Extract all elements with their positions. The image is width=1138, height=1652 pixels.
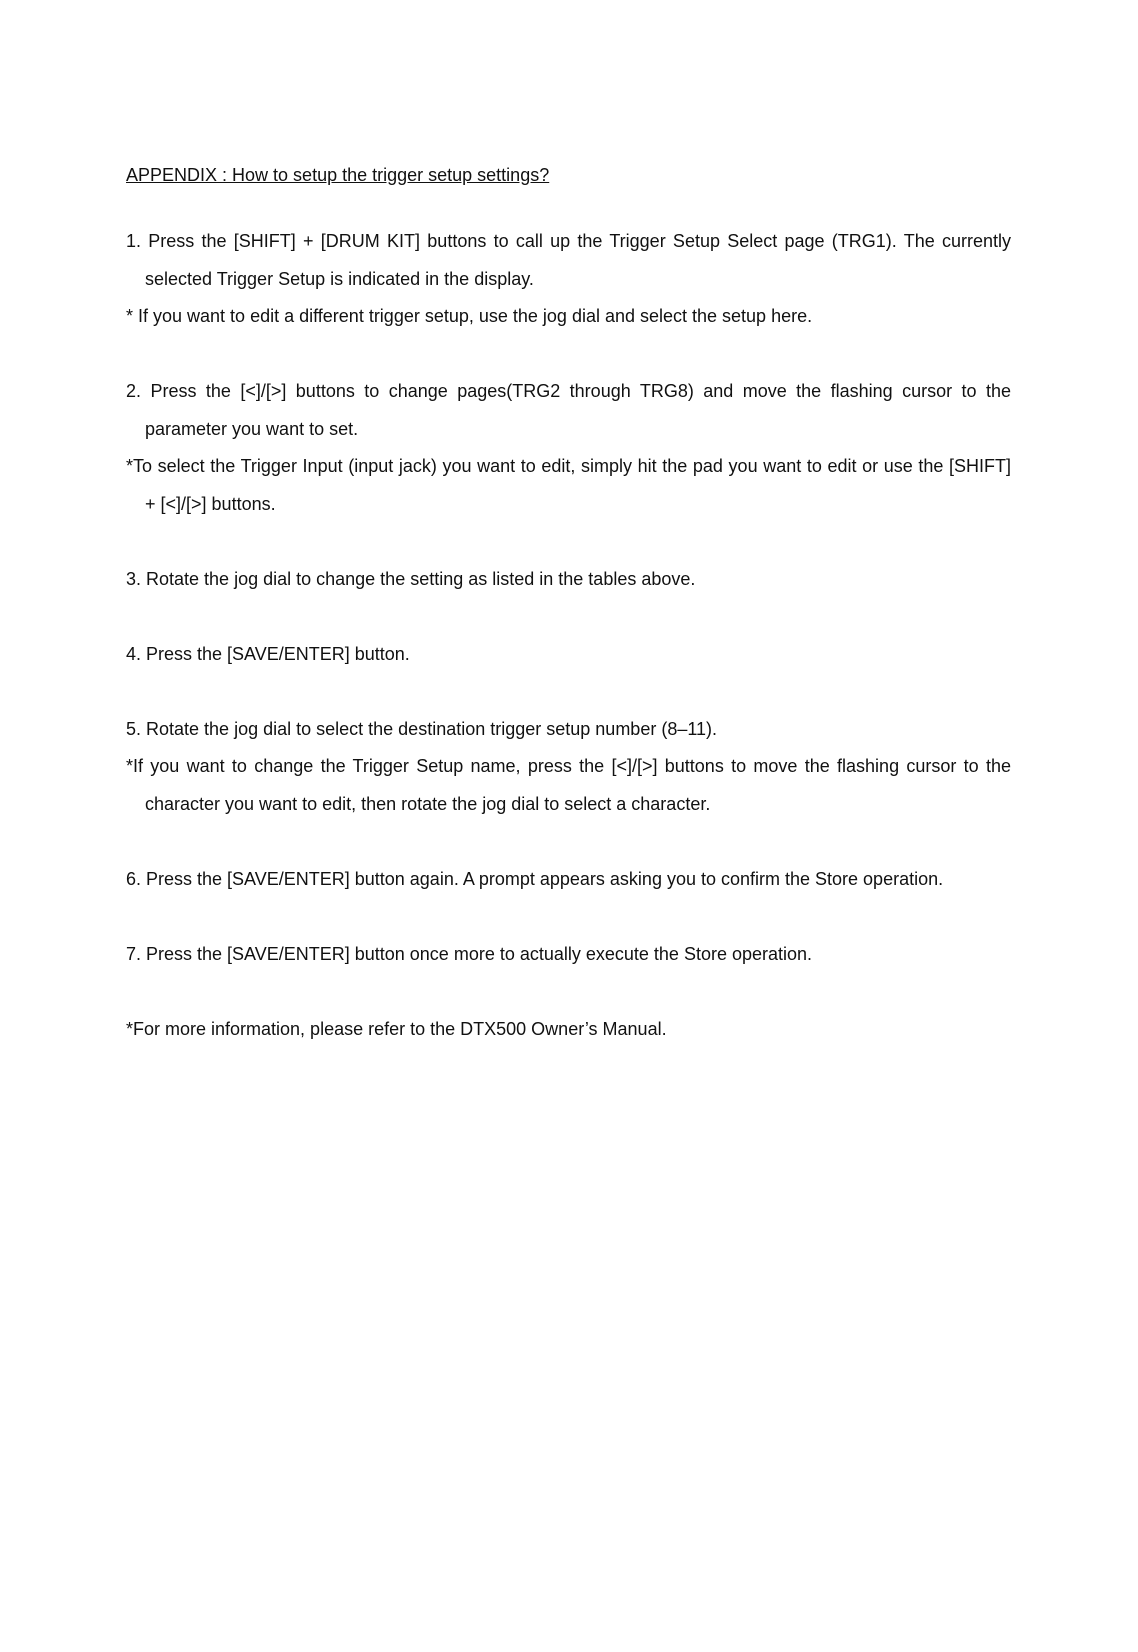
step-5-note: *If you want to change the Trigger Setup name, press the [<]/[>] buttons to move the flashing cursor to the character you want to edit, then rotate the jog dial to select a character. xyxy=(126,756,1011,814)
step-4-text: 4. Press the [SAVE/ENTER] button. xyxy=(126,643,410,664)
step-1-text: 1. Press the [SHIFT] + [DRUM KIT] buttons to call up the Trigger Setup Select page (TRG1). The currently selected Trigger Setup is indicated in the display. xyxy=(126,231,1011,289)
document-page xyxy=(126,160,1011,1048)
step-3-text: 3. Rotate the jog dial to change the setting as listed in the tables above. xyxy=(126,568,696,589)
step-2-text: 2. Press the [<]/[>] buttons to change pages(TRG2 through TRG8) and move the flashing cursor to the parameter you want to set. xyxy=(126,381,1011,439)
spacer xyxy=(126,598,1011,636)
spacer xyxy=(126,898,1011,936)
step-1 xyxy=(126,223,1011,336)
spacer xyxy=(126,336,1011,374)
footer-note: *For more information, please refer to the DTX500 Owner’s Manual. xyxy=(126,1018,667,1039)
spacer xyxy=(126,523,1011,561)
step-7-text: 7. Press the [SAVE/ENTER] button once more to actually execute the Store operation. xyxy=(126,943,813,964)
step-6-text: 6. Press the [SAVE/ENTER] button again. A prompt appears asking you to confirm the Store operation. xyxy=(126,868,944,889)
step-7 xyxy=(126,936,1011,974)
spacer xyxy=(126,190,1011,223)
spacer xyxy=(126,673,1011,711)
appendix-title: APPENDIX : How to setup the trigger setup settings? xyxy=(126,165,550,185)
step-4 xyxy=(126,636,1011,674)
step-1-note: * If you want to edit a different trigger setup, use the jog dial and select the setup here. xyxy=(126,306,813,326)
step-5-text: 5. Rotate the jog dial to select the destination trigger setup number (8–11). xyxy=(126,718,718,739)
spacer xyxy=(126,973,1011,1011)
step-5 xyxy=(126,711,1011,824)
step-6 xyxy=(126,861,1011,899)
step-3 xyxy=(126,561,1011,599)
step-2 xyxy=(126,373,1011,523)
step-2-note: *To select the Trigger Input (input jack) you want to edit, simply hit the pad you want to edit or use the [SHIFT] + [<]/[>] buttons. xyxy=(126,456,1011,514)
spacer xyxy=(126,823,1011,861)
